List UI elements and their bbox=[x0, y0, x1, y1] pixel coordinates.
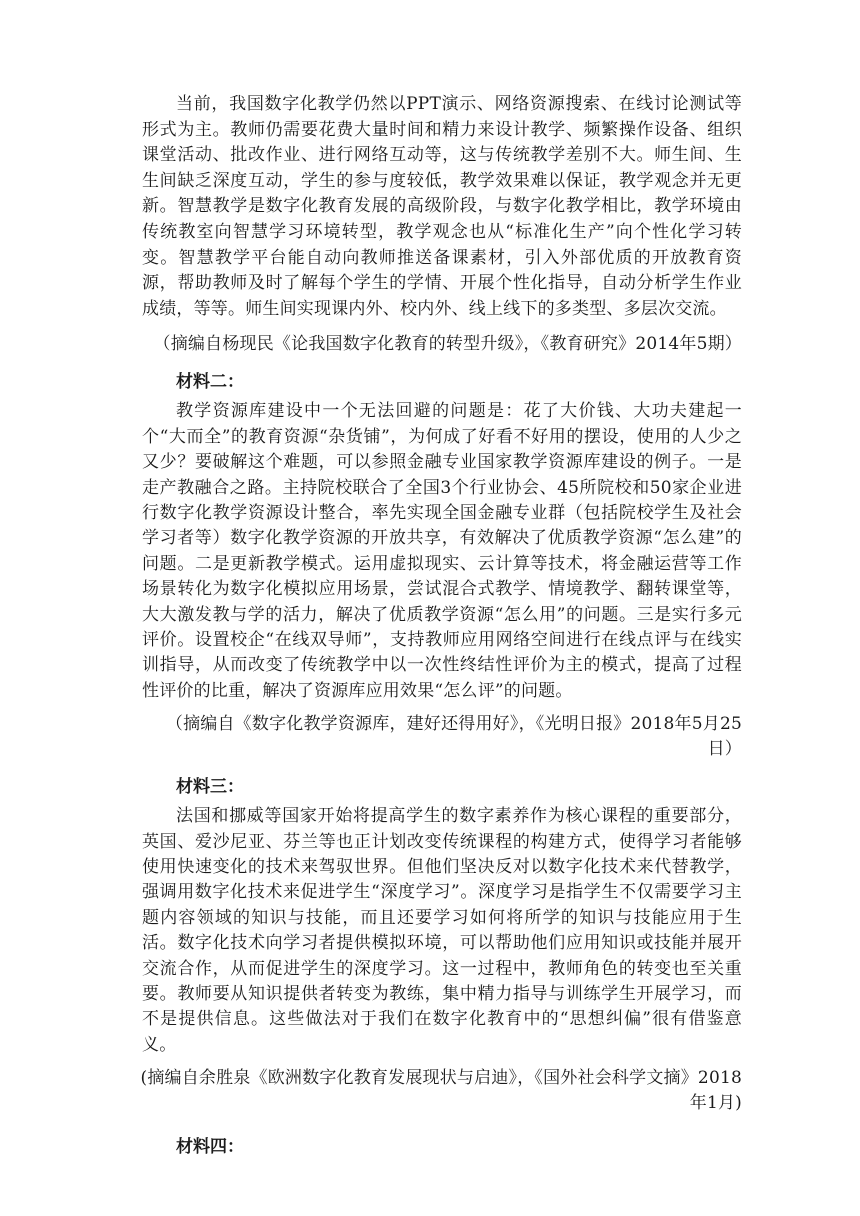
material-1-body: 当前，我国数字化教学仍然以PPT演示、网络资源搜索、在线讨论测试等形式为主。教师仍需要花费大量时间和精力来设计教学、频繁操作设备、组织课堂活动、批改作业、进行网络互动等，这与传统教学差别不大。师生间、生生间缺乏深度互动，学生的参与度较低，教学效果难以保证，教学观念并无更新。智慧教学是数字化教育发展的高级阶段，与数字化教学相比，教学环境由传统教室向智慧学习环境转型，教学观念也从“标准化生产”向个性化学习转变。智慧教学平台能自动向教师推送备课素材，引入外部优质的开放教育资源，帮助教师及时了解每个学生的学情、开展个性化指导，自动分析学生作业成绩，等等。师生间实现课内外、校内外、线上线下的多类型、多层次交流。 bbox=[142, 94, 742, 319]
material-4-heading: 材料四： bbox=[176, 1137, 244, 1158]
material-2-heading: 材料二： bbox=[176, 372, 244, 393]
material-3-source: (摘编自余胜泉《欧洲数字化教育发展现状与启迪》，《国外社会科学文摘》2018年1月) bbox=[140, 1068, 742, 1114]
material-3-heading: 材料三： bbox=[176, 777, 244, 798]
document-page bbox=[142, 92, 742, 1164]
material-2-body: 教学资源库建设中一个无法回避的问题是：花了大价钱、大功夫建起一个“大而全”的教育资源“杂货铺”，为何成了好看不好用的摆设，使用的人少之又少？要破解这个难题，可以参照金融专业国家教学资源库建设的例子。一是走产教融合之路。主持院校联合了全国3个行业协会、45所院校和50家企业进行数字化教学资源设计整合，率先实现全国金融专业群（包括院校学生及社会学习者等）数字化教学资源的开放共享，有效解决了优质教学资源“怎么建”的问题。二是更新教学模式。运用虚拟现实、云计算等技术，将金融运营等工作场景转化为数字化模拟应用场景，尝试混合式教学、情境教学、翻转课堂等，大大激发教与学的活力，解决了优质教学资源“怎么用”的问题。三是实行多元评价。设置校企“在线双导师”，支持教师应用网络空间进行在线点评与在线实训指导，从而改变了传统教学中以一次性终结性评价为主的模式，提高了过程性评价的比重，解决了资源库应用效果“怎么评”的问题。 bbox=[142, 401, 742, 701]
material-1-source: （摘编自杨现民《论我国数字化教育的转型升级》，《教育研究》2014年5期） bbox=[153, 334, 742, 355]
material-2-source: （摘编自《数字化教学资源库，建好还得用好》，《光明日报》2018年5月25日） bbox=[165, 714, 742, 760]
material-3-body: 法国和挪威等国家开始将提高学生的数字素养作为核心课程的重要部分，英国、爱沙尼亚、芬兰等也正计划改变传统课程的构建方式，使得学习者能够使用快速变化的技术来驾驭世界。但他们坚决反对以数字化技术来代替教学，强调用数字化技术来促进学生“深度学习”。深度学习是指学生不仅需要学习主题内容领域的知识与技能，而且还要学习如何将所学的知识与技能应用于生活。数字化技术向学习者提供模拟环境，可以帮助他们应用知识或技能并展开交流合作，从而促进学生的深度学习。这一过程中，教师角色的转变也至关重要。教师要从知识提供者转变为教练，集中精力指导与训练学生开展学习，而不是提供信息。这些做法对于我们在数字化教育中的“思想纠偏”很有借鉴意义。 bbox=[142, 806, 742, 1055]
